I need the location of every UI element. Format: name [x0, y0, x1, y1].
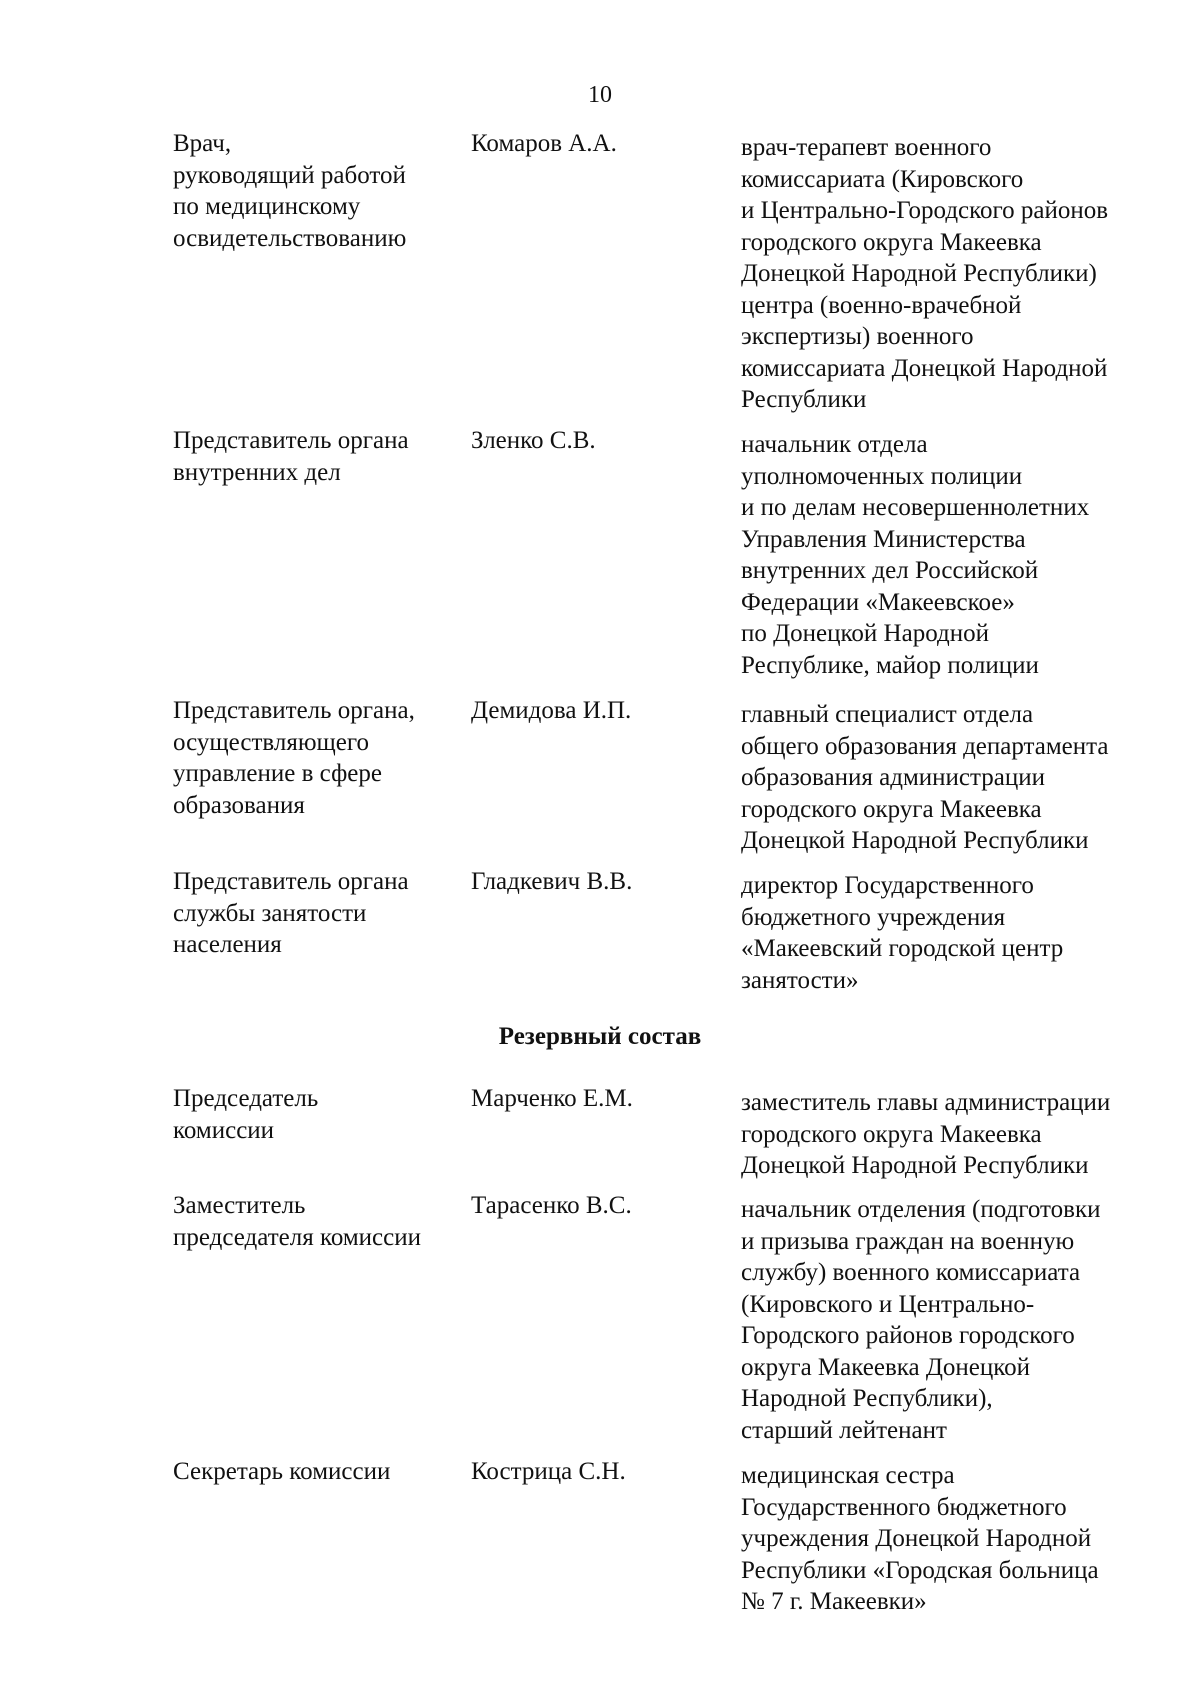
- member-name: Тарасенко В.С.: [471, 1192, 632, 1219]
- member-role: Председатель комиссии: [173, 1085, 319, 1144]
- member-role: Заместитель председателя комиссии: [173, 1192, 421, 1251]
- member-name: Кострица С.Н.: [471, 1458, 626, 1485]
- member-role: Представитель органа службы занятости населения: [173, 868, 409, 958]
- member-position: заместитель главы администрации городского округа Макеевка Донецкой Народной Республики: [741, 1089, 1111, 1179]
- member-position: начальник отделения (подготовки и призыва граждан на военную службу) военного комиссариата (Кировского и Центрально- Городского районов городского округа Макеевка Донецкой Народной Республики), старший лейтенант: [741, 1196, 1101, 1444]
- member-name: Комаров А.А.: [471, 130, 617, 157]
- member-name: Демидова И.П.: [471, 697, 632, 724]
- member-position: директор Государственного бюджетного учреждения «Макеевский городской центр занятости»: [741, 872, 1064, 994]
- member-role: Представитель органа, осуществляющего управление в сфере образования: [173, 697, 415, 819]
- member-role: Представитель органа внутренних дел: [173, 427, 409, 486]
- member-position: начальник отдела уполномоченных полиции и по делам несовершеннолетних Управления Министерства внутренних дел Российской Федерации «Макеевское» по Донецкой Народной Республике, майор полиции: [741, 431, 1090, 679]
- member-name: Зленко С.В.: [471, 427, 596, 454]
- page-number: 10: [588, 82, 612, 108]
- member-position: главный специалист отдела общего образования департамента образования администрации городского округа Макеевка Донецкой Народной Республики: [741, 701, 1109, 854]
- member-role: Секретарь комиссии: [173, 1458, 391, 1485]
- member-position: врач-терапевт военного комиссариата (Кировского и Центрально-Городского районов городского округа Макеевка Донецкой Народной Республики) центра (военно-врачебной экспертизы) военного комиссариата Донецкой Народной Республики: [741, 134, 1109, 413]
- member-role: Врач, руководящий работой по медицинскому освидетельствованию: [173, 130, 407, 252]
- member-position: медицинская сестра Государственного бюджетного учреждения Донецкой Народной Республики «Городская больница № 7 г. Макеевки»: [741, 1462, 1099, 1615]
- member-name: Гладкевич В.В.: [471, 868, 633, 895]
- section-title: Резервный состав: [498, 1023, 702, 1050]
- member-name: Марченко Е.М.: [471, 1085, 633, 1112]
